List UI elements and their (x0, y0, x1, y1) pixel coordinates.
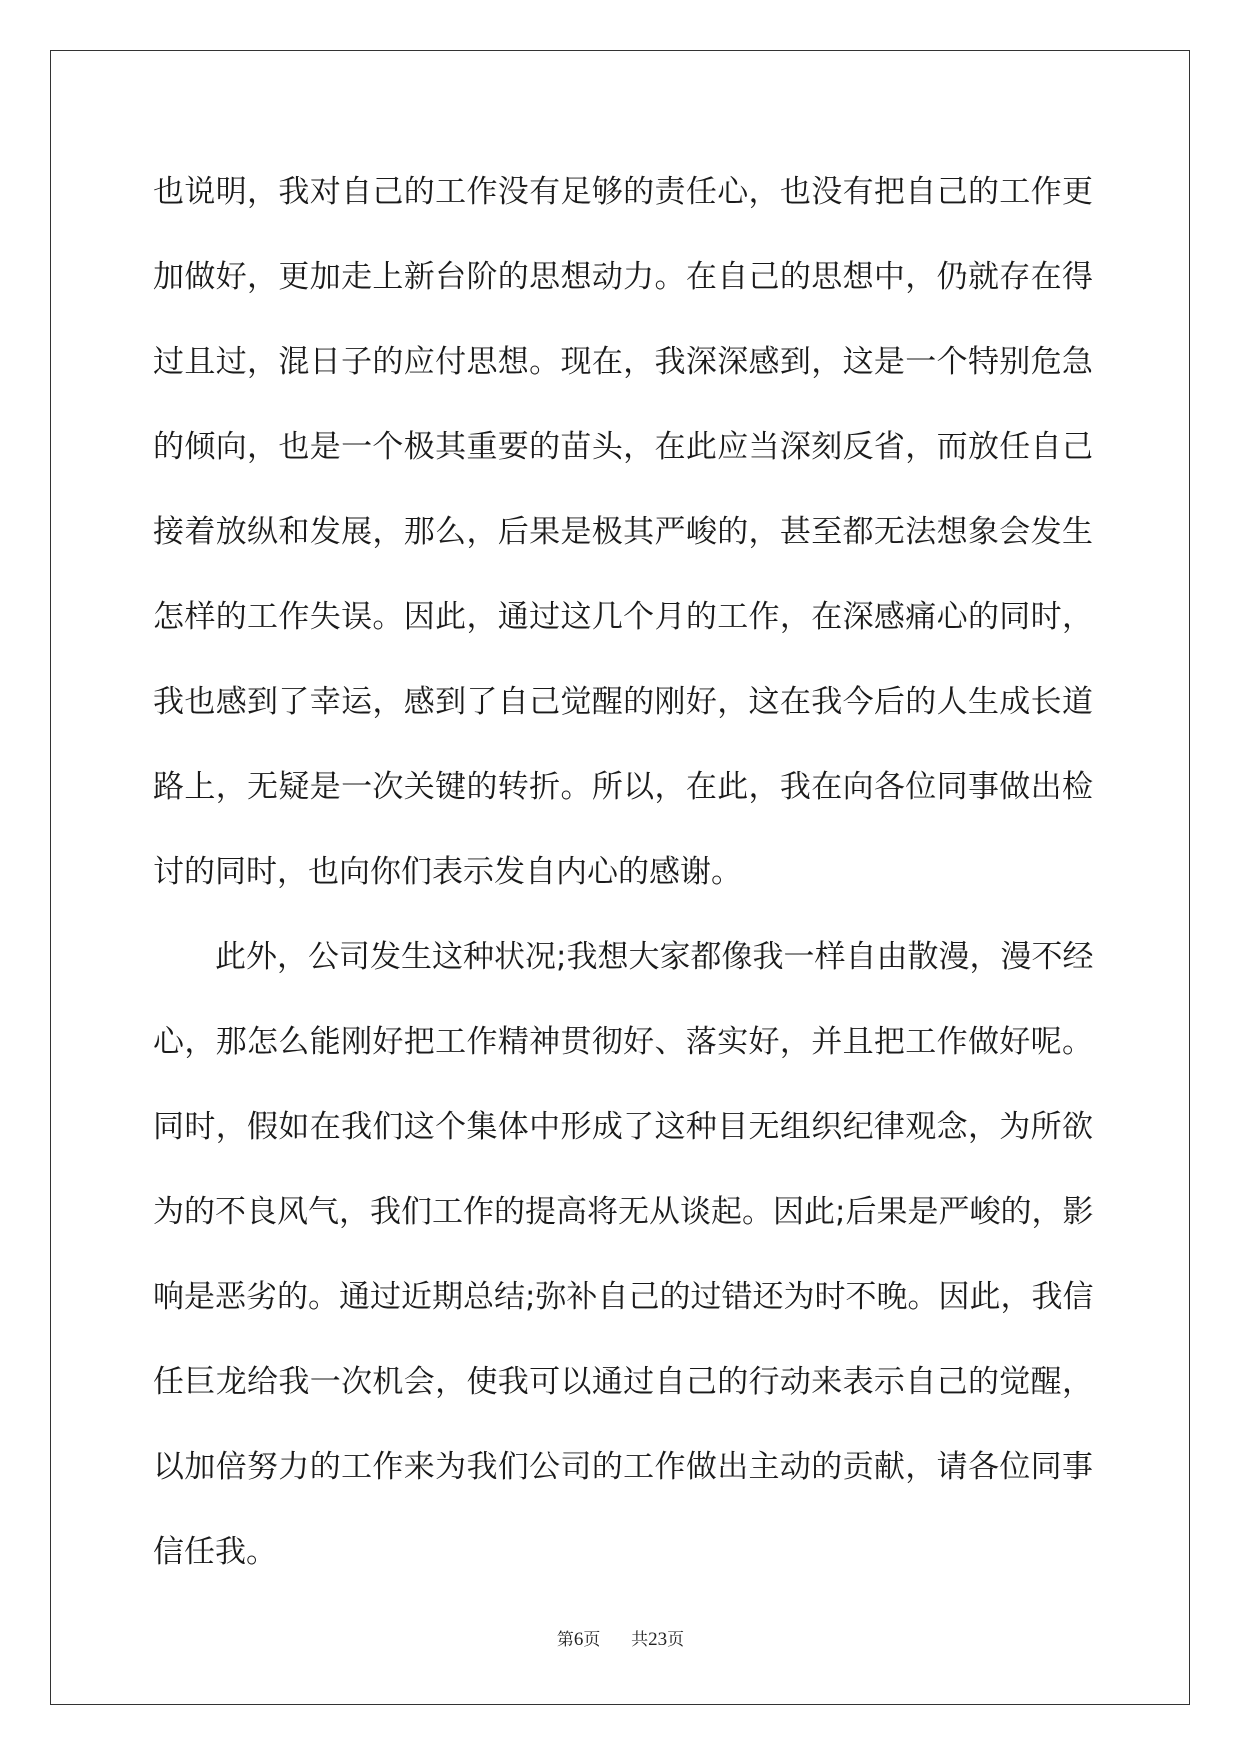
page-prefix: 第 (556, 1630, 574, 1650)
paragraph-2-line-5: 响是恶劣的。通过近期总结;弥补自己的过错还为时不晚。因此，我信 (153, 1279, 1094, 1315)
paragraph-1-line-1: 也说明，我对自己的工作没有足够的责任心，也没有把自己的工作更 (153, 174, 1093, 210)
current-page-number: 6 (573, 1629, 584, 1650)
paragraph-1-line-8: 路上，无疑是一次关键的转折。所以，在此，我在向各位同事做出检 (153, 769, 1093, 805)
page-suffix: 页 (583, 1630, 601, 1650)
paragraph-2-line-4: 为的不良风气，我们工作的提高将无从谈起。因此;后果是严峻的，影 (153, 1194, 1094, 1230)
page-number (557, 1630, 606, 1650)
paragraph-2-line-2: 心，那怎么能刚好把工作精神贯彻好、落实好，并且把工作做好呢。 (153, 1024, 1093, 1060)
paragraph-1-line-3: 过且过，混日子的应付思想。现在，我深深感到，这是一个特别危急 (153, 344, 1093, 380)
paragraph-2-line-6: 任巨龙给我一次机会，使我可以通过自己的行动来表示自己的觉醒， (153, 1364, 1093, 1400)
paragraph-2-line-7: 以加倍努力的工作来为我们公司的工作做出主动的贡献，请各位同事 (153, 1449, 1093, 1485)
paragraph-2-line-1: 此外，公司发生这种状况;我想大家都像我一样自由散漫，漫不经 (215, 939, 1094, 975)
paragraph-1-line-9: 讨的同时，也向你们表示发自内心的感谢。 (153, 854, 742, 890)
paragraph-2-line-8: 信任我。 (153, 1534, 277, 1570)
page-total (631, 1630, 684, 1650)
paragraph-2-line-3: 同时，假如在我们这个集体中形成了这种目无组织纪律观念，为所欲 (153, 1109, 1093, 1145)
page-footer (0, 1625, 1241, 1651)
total-prefix: 共 (631, 1630, 649, 1650)
paragraph-1-line-7: 我也感到了幸运，感到了自己觉醒的刚好，这在我今后的人生成长道 (153, 684, 1093, 720)
paragraph-1-line-4: 的倾向，也是一个极其重要的苗头，在此应当深刻反省，而放任自己 (153, 429, 1093, 465)
total-suffix: 页 (667, 1630, 685, 1650)
paragraph-1-line-5: 接着放纵和发展，那么，后果是极其严峻的，甚至都无法想象会发生 (153, 514, 1093, 550)
document-body (153, 150, 1093, 1595)
paragraph-1-line-2: 加做好，更加走上新台阶的思想动力。在自己的思想中，仍就存在得 (153, 259, 1093, 295)
paragraph-1-line-6: 怎样的工作失误。因此，通过这几个月的工作，在深感痛心的同时， (153, 599, 1093, 635)
total-pages-number: 23 (648, 1629, 668, 1650)
